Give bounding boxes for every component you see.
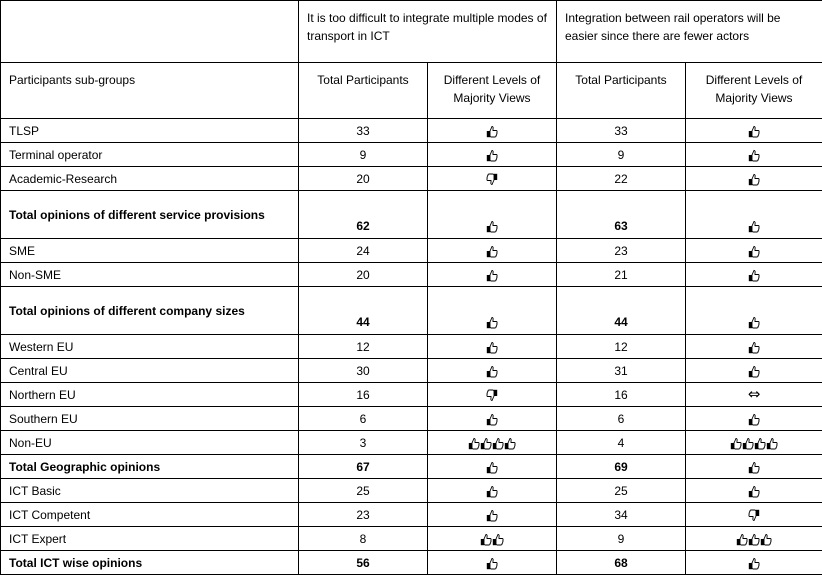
- majority-view-1: [428, 263, 557, 287]
- thumbs-up-icon: [486, 507, 498, 521]
- thumbs-up-icon: [486, 459, 498, 473]
- majority-view-2: [686, 479, 822, 503]
- total-participants-1: 56: [299, 551, 428, 575]
- subgroup-label: Total Geographic opinions: [1, 455, 299, 479]
- majority-view-1: [428, 551, 557, 575]
- total-participants-2: 44: [557, 287, 686, 335]
- total-participants-2: 34: [557, 503, 686, 527]
- majority-view-1: [428, 359, 557, 383]
- total-participants-2: 63: [557, 191, 686, 239]
- thumbs-up-icon: [736, 531, 748, 545]
- statement-1-header: It is too difficult to integrate multiple modes of transport in ICT: [299, 1, 557, 63]
- thumbs-up-icon: [486, 555, 498, 569]
- majority-views-header-2: Different Levels of Majority Views: [686, 63, 822, 119]
- table-row: [1, 551, 822, 575]
- thumbs-up-icon: [486, 363, 498, 377]
- total-participants-2: 16: [557, 383, 686, 407]
- total-participants-1: 30: [299, 359, 428, 383]
- subgroup-label: Non-SME: [1, 263, 299, 287]
- header-row-columns: [1, 63, 822, 119]
- thumbs-up-icon: [480, 435, 492, 449]
- total-participants-1: 9: [299, 143, 428, 167]
- majority-view-2: [686, 263, 822, 287]
- majority-view-2: [686, 527, 822, 551]
- majority-views-header-1: Different Levels of Majority Views: [428, 63, 557, 119]
- total-participants-1: 6: [299, 407, 428, 431]
- majority-view-1: [428, 407, 557, 431]
- thumbs-up-icon: [748, 243, 760, 257]
- statement-2-header: Integration between rail operators will be easier since there are fewer actors: [557, 1, 822, 63]
- subgroup-label: Northern EU: [1, 383, 299, 407]
- thumbs-up-icon: [748, 339, 760, 353]
- table-row: [1, 143, 822, 167]
- thumbs-up-icon: [748, 363, 760, 377]
- table-row: [1, 119, 822, 143]
- thumbs-down-icon: [748, 507, 760, 521]
- thumbs-up-icon: [766, 435, 778, 449]
- thumbs-up-icon: [760, 531, 772, 545]
- total-participants-1: 33: [299, 119, 428, 143]
- subgroups-header: Participants sub-groups: [1, 63, 299, 119]
- total-participants-2: 12: [557, 335, 686, 359]
- majority-view-1: [428, 479, 557, 503]
- total-participants-2: 9: [557, 143, 686, 167]
- thumbs-up-icon: [748, 555, 760, 569]
- subgroup-label: Total opinions of different company sizes: [1, 287, 299, 335]
- majority-view-1: [428, 335, 557, 359]
- thumbs-up-icon: [748, 483, 760, 497]
- majority-view-1: [428, 455, 557, 479]
- subgroup-label: ICT Expert: [1, 527, 299, 551]
- total-participants-2: 9: [557, 527, 686, 551]
- total-participants-2: 33: [557, 119, 686, 143]
- thumbs-up-icon: [748, 267, 760, 281]
- thumbs-up-icon: [748, 147, 760, 161]
- total-participants-2: 6: [557, 407, 686, 431]
- majority-view-1: [428, 383, 557, 407]
- thumbs-up-icon: [486, 219, 498, 233]
- majority-view-2: [686, 287, 822, 335]
- total-participants-2: 69: [557, 455, 686, 479]
- subgroup-label: Academic-Research: [1, 167, 299, 191]
- total-participants-2: 31: [557, 359, 686, 383]
- thumbs-up-icon: [486, 243, 498, 257]
- majority-view-2: [686, 359, 822, 383]
- table-row: [1, 359, 822, 383]
- total-participants-header-2: Total Participants: [557, 63, 686, 119]
- subgroup-label: Central EU: [1, 359, 299, 383]
- subgroup-label: SME: [1, 239, 299, 263]
- thumbs-up-icon: [468, 435, 480, 449]
- total-participants-1: 16: [299, 383, 428, 407]
- thumbs-up-icon: [748, 219, 760, 233]
- total-participants-2: 21: [557, 263, 686, 287]
- total-participants-1: 62: [299, 191, 428, 239]
- thumbs-up-icon: [486, 267, 498, 281]
- thumbs-up-icon: [748, 531, 760, 545]
- table-row: [1, 503, 822, 527]
- table-row: [1, 263, 822, 287]
- majority-view-2: [686, 167, 822, 191]
- subgroup-label: ICT Competent: [1, 503, 299, 527]
- majority-view-1: [428, 119, 557, 143]
- thumbs-up-icon: [480, 531, 492, 545]
- total-participants-2: 68: [557, 551, 686, 575]
- thumbs-up-icon: [486, 315, 498, 329]
- total-participants-1: 44: [299, 287, 428, 335]
- header-row-statements: [1, 1, 822, 63]
- thumbs-up-icon: [742, 435, 754, 449]
- majority-view-2: [686, 335, 822, 359]
- empty-header-cell: [1, 1, 299, 63]
- total-participants-2: 23: [557, 239, 686, 263]
- table-row: [1, 167, 822, 191]
- thumbs-up-icon: [492, 435, 504, 449]
- majority-view-1: [428, 503, 557, 527]
- total-participants-2: 22: [557, 167, 686, 191]
- thumbs-up-icon: [492, 531, 504, 545]
- thumbs-up-icon: [748, 411, 760, 425]
- majority-view-1: [428, 431, 557, 455]
- total-participants-1: 67: [299, 455, 428, 479]
- majority-view-2: [686, 119, 822, 143]
- subgroup-label: Western EU: [1, 335, 299, 359]
- subgroup-label: TLSP: [1, 119, 299, 143]
- total-participants-1: 12: [299, 335, 428, 359]
- thumbs-up-icon: [748, 315, 760, 329]
- subgroup-label: Total opinions of different service provisions: [1, 191, 299, 239]
- majority-view-1: [428, 191, 557, 239]
- majority-view-2: [686, 239, 822, 263]
- thumbs-up-icon: [486, 147, 498, 161]
- majority-view-1: [428, 167, 557, 191]
- thumbs-up-icon: [504, 435, 516, 449]
- subgroup-label: Total ICT wise opinions: [1, 551, 299, 575]
- subgroup-label: Non-EU: [1, 431, 299, 455]
- table-row: [1, 335, 822, 359]
- left-right-arrow-icon: ⇔: [748, 385, 761, 403]
- total-participants-2: 4: [557, 431, 686, 455]
- table-row: [1, 191, 822, 239]
- total-participants-1: 25: [299, 479, 428, 503]
- majority-view-2: [686, 191, 822, 239]
- table-row: [1, 479, 822, 503]
- majority-view-2: [686, 383, 822, 407]
- thumbs-up-icon: [754, 435, 766, 449]
- thumbs-up-icon: [748, 459, 760, 473]
- total-participants-1: 24: [299, 239, 428, 263]
- total-participants-1: 20: [299, 263, 428, 287]
- total-participants-1: 20: [299, 167, 428, 191]
- table-row: [1, 431, 822, 455]
- majority-view-2: [686, 503, 822, 527]
- table-row: [1, 455, 822, 479]
- majority-view-2: [686, 455, 822, 479]
- table-row: [1, 239, 822, 263]
- thumbs-up-icon: [486, 411, 498, 425]
- majority-view-1: [428, 287, 557, 335]
- majority-view-2: [686, 551, 822, 575]
- majority-view-1: [428, 527, 557, 551]
- table-row: [1, 383, 822, 407]
- table-row: [1, 287, 822, 335]
- total-participants-1: 23: [299, 503, 428, 527]
- thumbs-up-icon: [730, 435, 742, 449]
- table-row: [1, 407, 822, 431]
- subgroup-label: Terminal operator: [1, 143, 299, 167]
- table-row: [1, 527, 822, 551]
- total-participants-1: 8: [299, 527, 428, 551]
- majority-view-2: [686, 143, 822, 167]
- thumbs-up-icon: [486, 123, 498, 137]
- total-participants-2: 25: [557, 479, 686, 503]
- total-participants-1: 3: [299, 431, 428, 455]
- total-participants-header-1: Total Participants: [299, 63, 428, 119]
- majority-view-1: [428, 239, 557, 263]
- subgroup-label: ICT Basic: [1, 479, 299, 503]
- thumbs-down-icon: [486, 387, 498, 401]
- subgroup-label: Southern EU: [1, 407, 299, 431]
- thumbs-up-icon: [748, 123, 760, 137]
- thumbs-up-icon: [486, 483, 498, 497]
- thumbs-down-icon: [486, 171, 498, 185]
- majority-view-1: [428, 143, 557, 167]
- thumbs-up-icon: [486, 339, 498, 353]
- majority-view-2: [686, 407, 822, 431]
- thumbs-up-icon: [748, 171, 760, 185]
- majority-view-2: [686, 431, 822, 455]
